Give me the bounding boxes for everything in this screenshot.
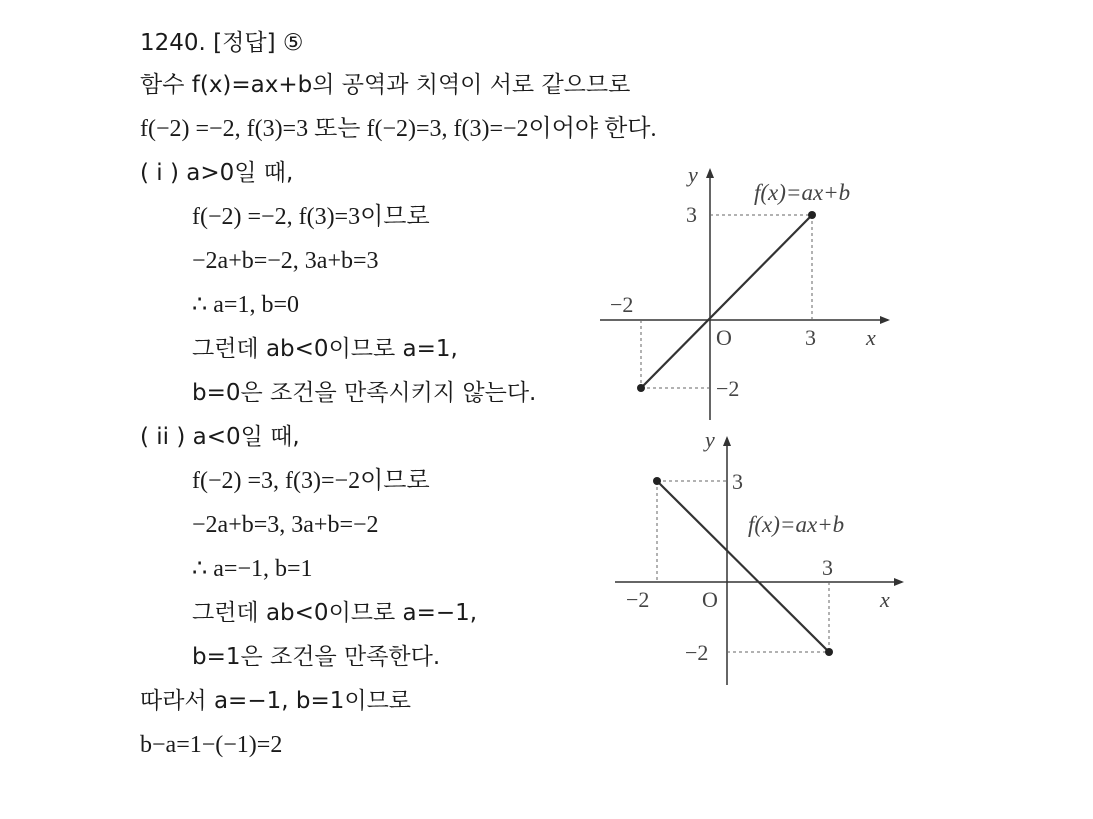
- y-axis-arrow: [723, 436, 731, 446]
- case-1-line-1: f(−2) =−2, f(3)=3이므로: [192, 204, 430, 230]
- x-axis-label: x: [880, 587, 890, 612]
- origin-label: O: [702, 587, 718, 612]
- tick-y-neg2: −2: [716, 376, 740, 401]
- tick-y-3: 3: [686, 202, 697, 227]
- case-2-heading: ( ii ) a<0일 때,: [140, 424, 300, 450]
- conclusion-line: 따라서 a=−1, b=1이므로: [140, 688, 412, 714]
- x-axis-label: x: [866, 325, 876, 350]
- case-2-line-2: −2a+b=3, 3a+b=−2: [192, 512, 379, 538]
- x-axis-arrow: [894, 578, 904, 586]
- endpoint-left: [653, 477, 661, 485]
- function-label: f(x)=ax+b: [754, 180, 851, 205]
- case-2-line-5: b=1은 조건을 만족한다.: [192, 644, 441, 670]
- case-1-line-3: ∴ a=1, b=0: [192, 292, 299, 318]
- case-1-line-4: 그런데 ab<0이므로 a=1,: [192, 336, 458, 362]
- tick-y-3: 3: [732, 469, 743, 494]
- tick-x-3: 3: [822, 555, 833, 580]
- final-answer-line: b−a=1−(−1)=2: [140, 732, 283, 758]
- solution-line-2: f(−2) =−2, f(3)=3 또는 f(−2)=3, f(3)=−2이어야 한다.: [140, 116, 657, 142]
- function-line-decreasing: [657, 481, 829, 652]
- tick-x-neg2: −2: [610, 292, 634, 317]
- case-2-line-4: 그런데 ab<0이므로 a=−1,: [192, 600, 478, 626]
- case-1-line-5: b=0은 조건을 만족시키지 않는다.: [192, 380, 537, 406]
- case-2-line-1: f(−2) =3, f(3)=−2이므로: [192, 468, 430, 494]
- solution-line-1: 함수 f(x)=ax+b의 공역과 치역이 서로 같으므로: [140, 72, 631, 98]
- y-axis-label: y: [688, 162, 698, 187]
- endpoint-right: [825, 648, 833, 656]
- problem-header: 1240. [정답] ⑤: [140, 30, 304, 56]
- function-label: f(x)=ax+b: [748, 512, 845, 537]
- origin-label: O: [716, 325, 732, 350]
- y-axis-label: y: [705, 427, 715, 452]
- case-1-heading: ( i ) a>0일 때,: [140, 160, 294, 186]
- case-2-line-3: ∴ a=−1, b=1: [192, 556, 313, 582]
- tick-x-3: 3: [805, 325, 816, 350]
- case-1-line-2: −2a+b=−2, 3a+b=3: [192, 248, 379, 274]
- tick-y-neg2: −2: [685, 640, 709, 665]
- tick-x-neg2: −2: [626, 587, 650, 612]
